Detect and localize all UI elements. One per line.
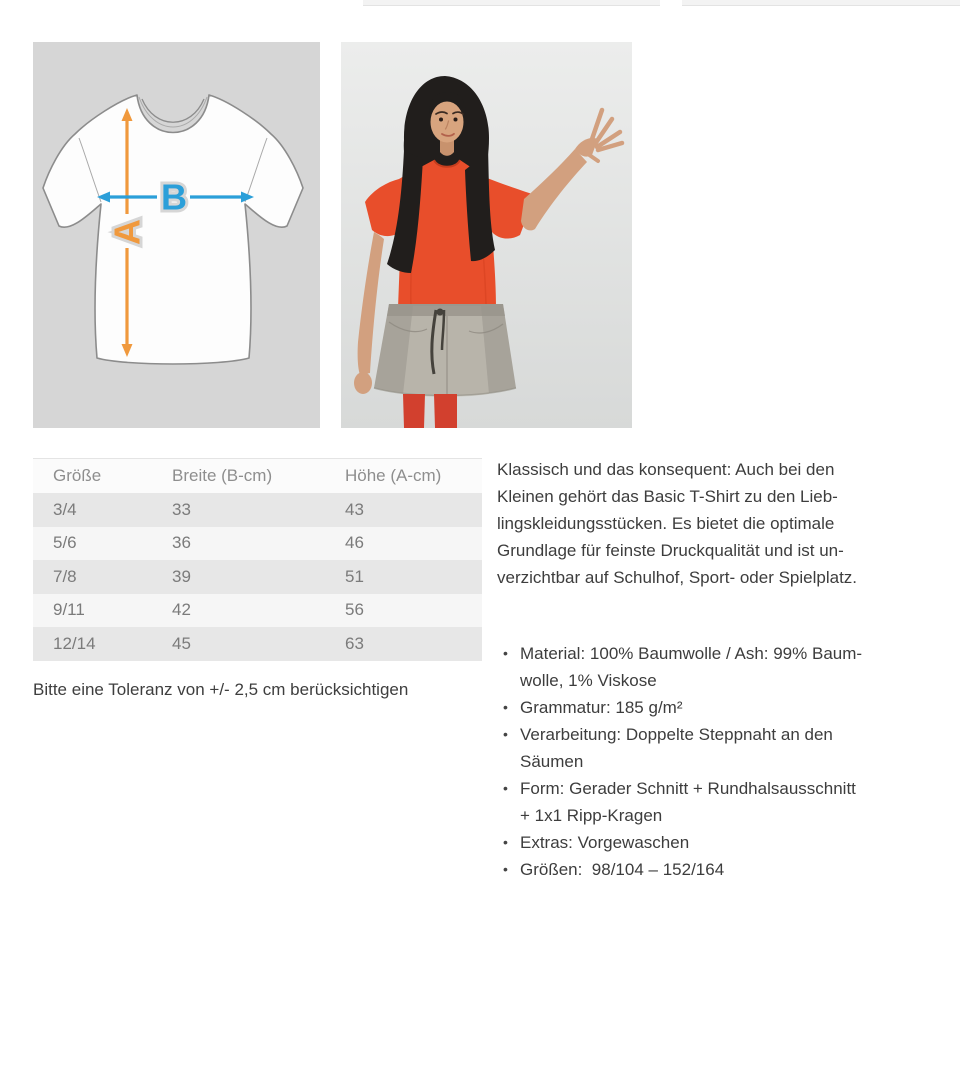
feature-line: wolle, 1% Viskose xyxy=(520,671,657,690)
feature-line: Größen: 98/104 – 152/164 xyxy=(520,860,725,879)
table-row xyxy=(33,560,482,594)
size-diagram-panel xyxy=(33,42,320,428)
feature-line: Verarbeitung: Doppelte Steppnaht an den xyxy=(520,725,833,744)
table-row xyxy=(33,493,482,527)
top-card-edge-right xyxy=(682,0,960,6)
table-row xyxy=(33,527,482,561)
bullet-icon: • xyxy=(503,726,508,742)
feature-list xyxy=(497,640,933,883)
feature-line: Form: Gerader Schnitt + Rundhalsausschnitt xyxy=(520,779,856,798)
cell-width: 39 xyxy=(172,566,191,586)
intro-line: Grundlage für feinste Druckqualität und ist un- xyxy=(497,541,844,560)
model-photo-panel xyxy=(341,42,632,428)
cell-height: 56 xyxy=(345,600,364,620)
denim-skirt xyxy=(374,304,516,397)
size-table-header-row xyxy=(33,459,482,493)
description-intro xyxy=(497,456,933,591)
feature-line: Säumen xyxy=(520,752,584,771)
intro-line: Klassisch und das konsequent: Auch bei den xyxy=(497,460,835,479)
label-a: A xyxy=(106,219,148,245)
cell-width: 36 xyxy=(172,533,191,553)
cell-size: 9/11 xyxy=(53,600,85,620)
feature-line: Grammatur: 185 g/m² xyxy=(520,698,683,717)
bullet-icon: • xyxy=(503,834,508,850)
cell-size: 12/14 xyxy=(53,633,96,653)
cell-size: 3/4 xyxy=(53,499,77,519)
bullet-icon: • xyxy=(503,780,508,796)
feature-groessen xyxy=(503,856,933,883)
cell-size: 7/8 xyxy=(53,566,77,586)
feature-verarbeitung xyxy=(503,721,933,775)
cell-width: 33 xyxy=(172,499,191,519)
intro-line: verzichtbar auf Schulhof, Sport- oder Spielplatz. xyxy=(497,568,858,587)
table-row xyxy=(33,627,482,661)
cell-height: 46 xyxy=(345,533,364,553)
column-header-width: Breite (B-cm) xyxy=(172,466,273,485)
bullet-icon: • xyxy=(503,645,508,661)
bullet-icon: • xyxy=(503,699,508,715)
feature-grammatur xyxy=(503,694,933,721)
column-header-size: Größe xyxy=(53,466,102,485)
cell-height: 51 xyxy=(345,566,364,586)
bullet-icon: • xyxy=(503,861,508,877)
model-photo-girl-orange-tshirt xyxy=(341,42,632,428)
feature-material xyxy=(503,640,933,694)
size-table xyxy=(33,458,482,661)
feature-line: Material: 100% Baumwolle / Ash: 99% Baum- xyxy=(520,644,863,663)
tshirt-outline-icon xyxy=(43,95,303,364)
cell-width: 45 xyxy=(172,633,191,653)
label-b: B xyxy=(161,176,187,218)
tshirt-measurement-diagram xyxy=(33,42,320,428)
product-description xyxy=(497,456,933,883)
top-card-edge-left xyxy=(363,0,660,6)
table-row xyxy=(33,594,482,628)
cell-width: 42 xyxy=(172,600,191,620)
feature-line: Extras: Vorgewaschen xyxy=(520,833,690,852)
intro-line: Kleinen gehört das Basic T-Shirt zu den Lieb- xyxy=(497,487,838,506)
feature-extras xyxy=(503,829,933,856)
column-header-height: Höhe (A-cm) xyxy=(345,466,442,485)
cell-size: 5/6 xyxy=(53,533,77,553)
intro-line: lingskleidungsstücken. Es bietet die optimale xyxy=(497,514,835,533)
cell-height: 43 xyxy=(345,499,364,519)
feature-line: + 1x1 Ripp-Kragen xyxy=(520,806,663,825)
feature-form xyxy=(503,775,933,829)
cell-height: 63 xyxy=(345,633,364,653)
tolerance-note: Bitte eine Toleranz von +/- 2,5 cm berücksichtigen xyxy=(33,680,409,699)
